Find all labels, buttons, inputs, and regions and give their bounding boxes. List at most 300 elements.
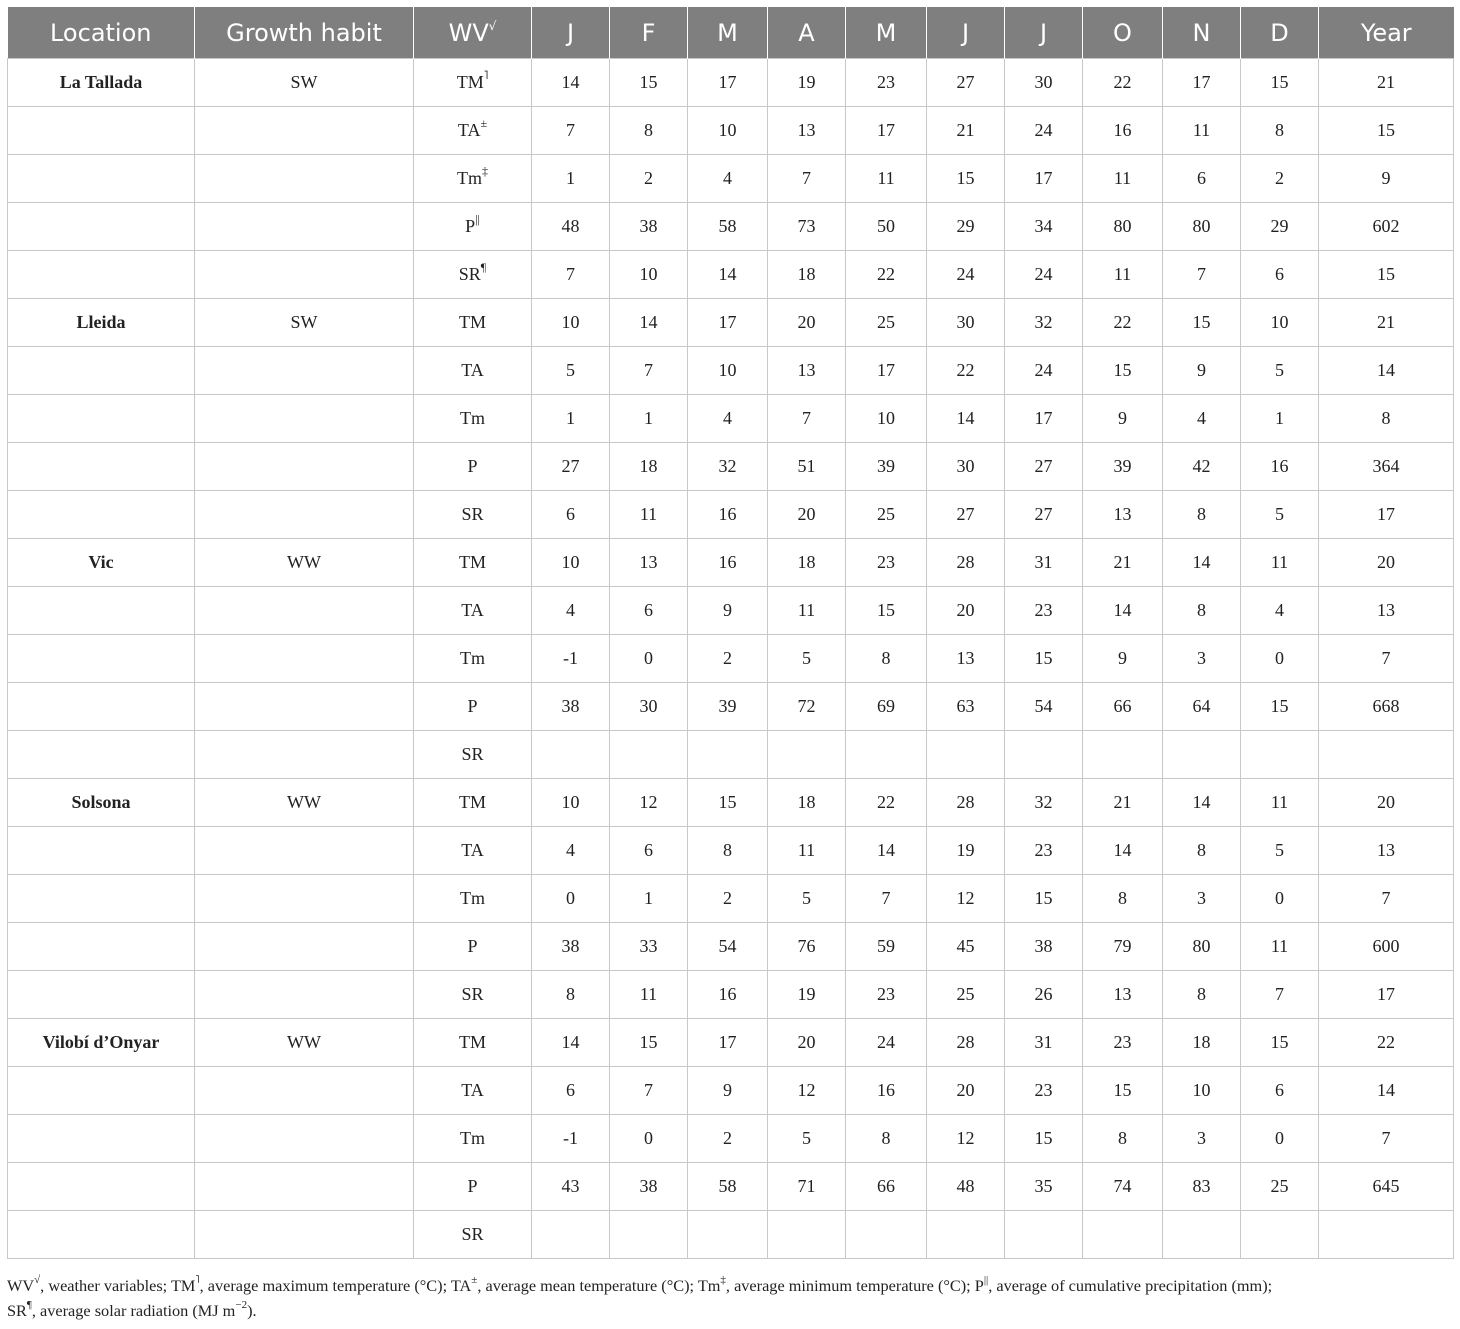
variable-label: TM [459,1032,486,1052]
growth-habit-cell [195,875,414,923]
month-value-cell: 22 [1083,59,1163,107]
month-value-cell [532,1211,610,1259]
table-row [8,731,1454,779]
month-value-cell: 18 [610,443,688,491]
header-month: J [927,7,1005,59]
location-cell [8,1211,195,1259]
table-row [8,443,1454,491]
month-value-cell: 38 [532,683,610,731]
month-value-cell: 14 [1163,539,1241,587]
month-value-cell: 10 [532,779,610,827]
month-value-cell: 20 [927,1067,1005,1115]
month-value-cell: 25 [846,491,927,539]
month-value-cell: 59 [846,923,927,971]
month-value-cell: 20 [768,1019,846,1067]
variable-cell [414,1163,532,1211]
month-value-cell: 15 [1005,875,1083,923]
month-value-cell: 9 [688,1067,768,1115]
month-value-cell: 24 [846,1019,927,1067]
month-value-cell: 13 [768,347,846,395]
variable-cell [414,1067,532,1115]
month-value-cell: 23 [846,971,927,1019]
month-value-cell: 10 [1241,299,1319,347]
month-value-cell: 15 [1241,1019,1319,1067]
month-value-cell: 7 [846,875,927,923]
year-value-cell: 14 [1319,1067,1454,1115]
location-cell [8,251,195,299]
month-value-cell: 15 [1083,347,1163,395]
month-value-cell: 19 [768,59,846,107]
month-value-cell: 10 [532,299,610,347]
month-value-cell: 12 [927,1115,1005,1163]
growth-habit-cell: WW [195,1019,414,1067]
table-row [8,683,1454,731]
month-value-cell: 4 [688,155,768,203]
month-value-cell: 23 [1005,587,1083,635]
month-value-cell: 1 [532,395,610,443]
month-value-cell: -1 [532,1115,610,1163]
year-value-cell: 645 [1319,1163,1454,1211]
month-value-cell: 27 [927,491,1005,539]
footnote-wv-text: , weather variables; [40,1276,171,1295]
month-value-cell [1241,731,1319,779]
table-row [8,875,1454,923]
month-value-cell: 80 [1163,203,1241,251]
growth-habit-cell: SW [195,299,414,347]
variable-cell [414,1019,532,1067]
month-value-cell: 30 [927,443,1005,491]
month-value-cell: 23 [1005,827,1083,875]
month-value-cell: 8 [1083,875,1163,923]
month-value-cell: 14 [1083,827,1163,875]
month-value-cell: 0 [532,875,610,923]
location-cell [8,923,195,971]
month-value-cell: 14 [610,299,688,347]
month-value-cell: 5 [768,1115,846,1163]
month-value-cell: 13 [1083,491,1163,539]
month-value-cell: 6 [532,491,610,539]
variable-cell [414,203,532,251]
variable-label: TM [456,72,484,92]
month-value-cell: 1 [610,395,688,443]
month-value-cell: 30 [610,683,688,731]
variable-cell [414,251,532,299]
header-month: J [532,7,610,59]
month-value-cell: 8 [846,635,927,683]
growth-habit-cell [195,395,414,443]
growth-habit-cell [195,251,414,299]
month-value-cell: 73 [768,203,846,251]
location-cell: Solsona [8,779,195,827]
month-value-cell: 16 [1241,443,1319,491]
location-cell [8,347,195,395]
growth-habit-cell [195,731,414,779]
month-value-cell: 76 [768,923,846,971]
location-cell [8,587,195,635]
month-value-cell: 28 [927,779,1005,827]
variable-label: TA [461,1080,484,1100]
growth-habit-cell: SW [195,59,414,107]
month-value-cell: 7 [1241,971,1319,1019]
table-row [8,539,1454,587]
month-value-cell: 6 [1241,1067,1319,1115]
header-growth-habit: Growth habit [195,7,414,59]
footnote-sr: SR [7,1301,27,1320]
header-month: F [610,7,688,59]
month-value-cell: 17 [1005,155,1083,203]
month-value-cell: 50 [846,203,927,251]
month-value-cell [610,1211,688,1259]
month-value-cell: 22 [846,779,927,827]
month-value-cell: 15 [927,155,1005,203]
table-row [8,347,1454,395]
growth-habit-cell [195,587,414,635]
month-value-cell: 10 [610,251,688,299]
location-cell: Vic [8,539,195,587]
variable-label: P [467,1176,478,1196]
variable-cell [414,395,532,443]
month-value-cell: 38 [610,203,688,251]
month-value-cell: 17 [1005,395,1083,443]
month-value-cell: 15 [846,587,927,635]
table-row [8,155,1454,203]
location-cell [8,875,195,923]
table-body [8,59,1454,1259]
variable-cell [414,59,532,107]
variable-label: Tm [460,648,485,668]
month-value-cell: 6 [532,1067,610,1115]
month-value-cell [610,731,688,779]
year-value-cell: 17 [1319,491,1454,539]
month-value-cell: 7 [610,1067,688,1115]
growth-habit-cell [195,1067,414,1115]
year-value-cell: 8 [1319,395,1454,443]
month-value-cell: 7 [532,251,610,299]
month-value-cell: 0 [1241,875,1319,923]
month-value-cell: 27 [1005,491,1083,539]
location-cell [8,1067,195,1115]
month-value-cell: 14 [532,1019,610,1067]
variable-label: SR [461,984,484,1004]
variable-cell [414,731,532,779]
month-value-cell: 11 [1163,107,1241,155]
month-value-cell: 24 [927,251,1005,299]
month-value-cell: 58 [688,1163,768,1211]
month-value-cell: 15 [1241,683,1319,731]
month-value-cell: 14 [688,251,768,299]
month-value-cell: 38 [532,923,610,971]
header-wv-label: WV [448,18,489,47]
variable-label: SR [458,264,481,284]
month-value-cell: 8 [1163,491,1241,539]
year-value-cell: 21 [1319,299,1454,347]
month-value-cell: 15 [1163,299,1241,347]
month-value-cell: 43 [532,1163,610,1211]
month-value-cell: 23 [846,539,927,587]
month-value-cell: 6 [610,587,688,635]
month-value-cell: 30 [1005,59,1083,107]
month-value-cell: 33 [610,923,688,971]
month-value-cell [1163,1211,1241,1259]
month-value-cell: 71 [768,1163,846,1211]
variable-cell [414,443,532,491]
month-value-cell: 21 [1083,539,1163,587]
variable-cell [414,779,532,827]
variable-cell [414,1115,532,1163]
table-row [8,587,1454,635]
month-value-cell: 15 [1005,635,1083,683]
table-row [8,59,1454,107]
month-value-cell: 16 [688,539,768,587]
month-value-cell: 19 [927,827,1005,875]
month-value-cell: 72 [768,683,846,731]
table-row [8,299,1454,347]
variable-cell [414,683,532,731]
month-value-cell: 24 [1005,347,1083,395]
month-value-cell: 15 [1241,59,1319,107]
month-value-cell: 26 [1005,971,1083,1019]
growth-habit-cell [195,635,414,683]
month-value-cell: 16 [688,491,768,539]
month-value-cell: 0 [610,635,688,683]
variable-label: TA [461,600,484,620]
month-value-cell [1005,731,1083,779]
location-cell: Lleida [8,299,195,347]
month-value-cell: 6 [1163,155,1241,203]
month-value-cell: 8 [1163,827,1241,875]
variable-label: TA [457,120,481,140]
table-row [8,395,1454,443]
month-value-cell: 9 [1083,635,1163,683]
month-value-cell: 11 [1241,779,1319,827]
variable-label: TM [459,312,486,332]
growth-habit-cell [195,491,414,539]
month-value-cell: 9 [1163,347,1241,395]
month-value-cell: 2 [688,635,768,683]
month-value-cell: 2 [688,875,768,923]
month-value-cell: 2 [610,155,688,203]
footnote-sr-text-end: ). [247,1301,257,1320]
table-row [8,971,1454,1019]
month-value-cell: 8 [846,1115,927,1163]
year-value-cell: 14 [1319,347,1454,395]
month-value-cell: 7 [768,155,846,203]
month-value-cell: 5 [1241,347,1319,395]
growth-habit-cell [195,203,414,251]
month-value-cell: 10 [532,539,610,587]
month-value-cell: 66 [1083,683,1163,731]
header-wv-mark: √ [488,18,497,33]
header-month: O [1083,7,1163,59]
month-value-cell: 22 [927,347,1005,395]
growth-habit-cell [195,1163,414,1211]
month-value-cell: 28 [927,539,1005,587]
growth-habit-cell: WW [195,779,414,827]
month-value-cell [1163,731,1241,779]
month-value-cell: 29 [927,203,1005,251]
month-value-cell: 15 [1005,1115,1083,1163]
year-value-cell [1319,731,1454,779]
month-value-cell: 11 [1241,923,1319,971]
month-value-cell: 13 [768,107,846,155]
month-value-cell: 14 [846,827,927,875]
year-value-cell: 364 [1319,443,1454,491]
year-value-cell: 20 [1319,539,1454,587]
growth-habit-cell [195,923,414,971]
month-value-cell: 11 [1083,251,1163,299]
month-value-cell: 32 [688,443,768,491]
variable-label: Tm [457,168,482,188]
month-value-cell: 10 [688,107,768,155]
footnote-ta-text: , average mean temperature (°C); [477,1276,698,1295]
month-value-cell: 17 [688,59,768,107]
month-value-cell [927,1211,1005,1259]
variable-cell [414,299,532,347]
month-value-cell: 20 [927,587,1005,635]
month-value-cell [846,731,927,779]
growth-habit-cell [195,1211,414,1259]
variable-cell [414,347,532,395]
variable-label: SR [461,744,484,764]
month-value-cell: 17 [1163,59,1241,107]
month-value-cell: 39 [1083,443,1163,491]
month-value-cell: 12 [768,1067,846,1115]
month-value-cell: 17 [846,107,927,155]
month-value-cell: 27 [927,59,1005,107]
month-value-cell: 1 [1241,395,1319,443]
month-value-cell: 0 [1241,635,1319,683]
month-value-cell: 24 [1005,251,1083,299]
year-value-cell: 600 [1319,923,1454,971]
table-row [8,827,1454,875]
variable-label: Tm [460,408,485,428]
location-cell [8,635,195,683]
variable-cell [414,875,532,923]
month-value-cell: 6 [1241,251,1319,299]
month-value-cell: 5 [768,875,846,923]
location-cell [8,203,195,251]
header-month: M [688,7,768,59]
month-value-cell: 21 [927,107,1005,155]
footnote-tmin-text: , average minimum temperature (°C); [725,1276,975,1295]
location-cell: Vilobí d’Onyar [8,1019,195,1067]
month-value-cell: 34 [1005,203,1083,251]
table-row [8,491,1454,539]
month-value-cell: 0 [610,1115,688,1163]
month-value-cell: 5 [1241,827,1319,875]
year-value-cell: 13 [1319,587,1454,635]
month-value-cell [688,731,768,779]
variable-cell [414,1211,532,1259]
month-value-cell: 20 [768,299,846,347]
variable-footnote-mark: ˥ [483,68,489,82]
growth-habit-cell [195,827,414,875]
month-value-cell: 23 [1005,1067,1083,1115]
month-value-cell: 4 [1163,395,1241,443]
month-value-cell: 18 [768,779,846,827]
month-value-cell: 19 [768,971,846,1019]
variable-cell [414,491,532,539]
month-value-cell: 54 [688,923,768,971]
variable-label: SR [461,504,484,524]
header-wv [414,7,532,59]
location-cell [8,155,195,203]
month-value-cell: 6 [610,827,688,875]
month-value-cell: 58 [688,203,768,251]
variable-cell [414,827,532,875]
month-value-cell: 38 [610,1163,688,1211]
month-value-cell: 25 [1241,1163,1319,1211]
month-value-cell: 35 [1005,1163,1083,1211]
month-value-cell: -1 [532,635,610,683]
year-value-cell: 668 [1319,683,1454,731]
month-value-cell: 25 [846,299,927,347]
footnote-tmin: Tm [697,1276,721,1295]
table-row [8,1115,1454,1163]
variable-cell [414,155,532,203]
month-value-cell: 17 [846,347,927,395]
month-value-cell: 16 [846,1067,927,1115]
month-value-cell: 83 [1163,1163,1241,1211]
month-value-cell: 69 [846,683,927,731]
year-value-cell: 13 [1319,827,1454,875]
month-value-cell: 3 [1163,635,1241,683]
month-value-cell: 7 [610,347,688,395]
growth-habit-cell [195,155,414,203]
table-row [8,1067,1454,1115]
month-value-cell: 31 [1005,539,1083,587]
month-value-cell [1083,1211,1163,1259]
table-row [8,1163,1454,1211]
month-value-cell: 30 [927,299,1005,347]
month-value-cell: 23 [846,59,927,107]
month-value-cell: 39 [688,683,768,731]
year-value-cell: 602 [1319,203,1454,251]
month-value-cell: 10 [688,347,768,395]
month-value-cell: 16 [688,971,768,1019]
month-value-cell: 8 [1163,971,1241,1019]
month-value-cell: 14 [1083,587,1163,635]
location-cell [8,1115,195,1163]
month-value-cell: 8 [610,107,688,155]
year-value-cell [1319,1211,1454,1259]
variable-footnote-mark: || [475,212,480,226]
location-cell: La Tallada [8,59,195,107]
year-value-cell: 7 [1319,875,1454,923]
month-value-cell: 4 [1241,587,1319,635]
month-value-cell: 20 [768,491,846,539]
variable-footnote-mark: ‡ [482,164,488,178]
variable-cell [414,923,532,971]
month-value-cell: 9 [688,587,768,635]
growth-habit-cell [195,347,414,395]
month-value-cell: 13 [610,539,688,587]
month-value-cell: 8 [1163,587,1241,635]
month-value-cell: 8 [1083,1115,1163,1163]
month-value-cell: 11 [610,491,688,539]
month-value-cell [532,731,610,779]
location-cell [8,971,195,1019]
variable-cell [414,971,532,1019]
variable-footnote-mark: ± [480,116,488,130]
month-value-cell [768,731,846,779]
location-cell [8,491,195,539]
month-value-cell: 15 [610,59,688,107]
footnote-p-text: , average of cumulative precipitation (mm); [988,1276,1273,1295]
month-value-cell: 11 [846,155,927,203]
table-row [8,107,1454,155]
month-value-cell: 80 [1083,203,1163,251]
